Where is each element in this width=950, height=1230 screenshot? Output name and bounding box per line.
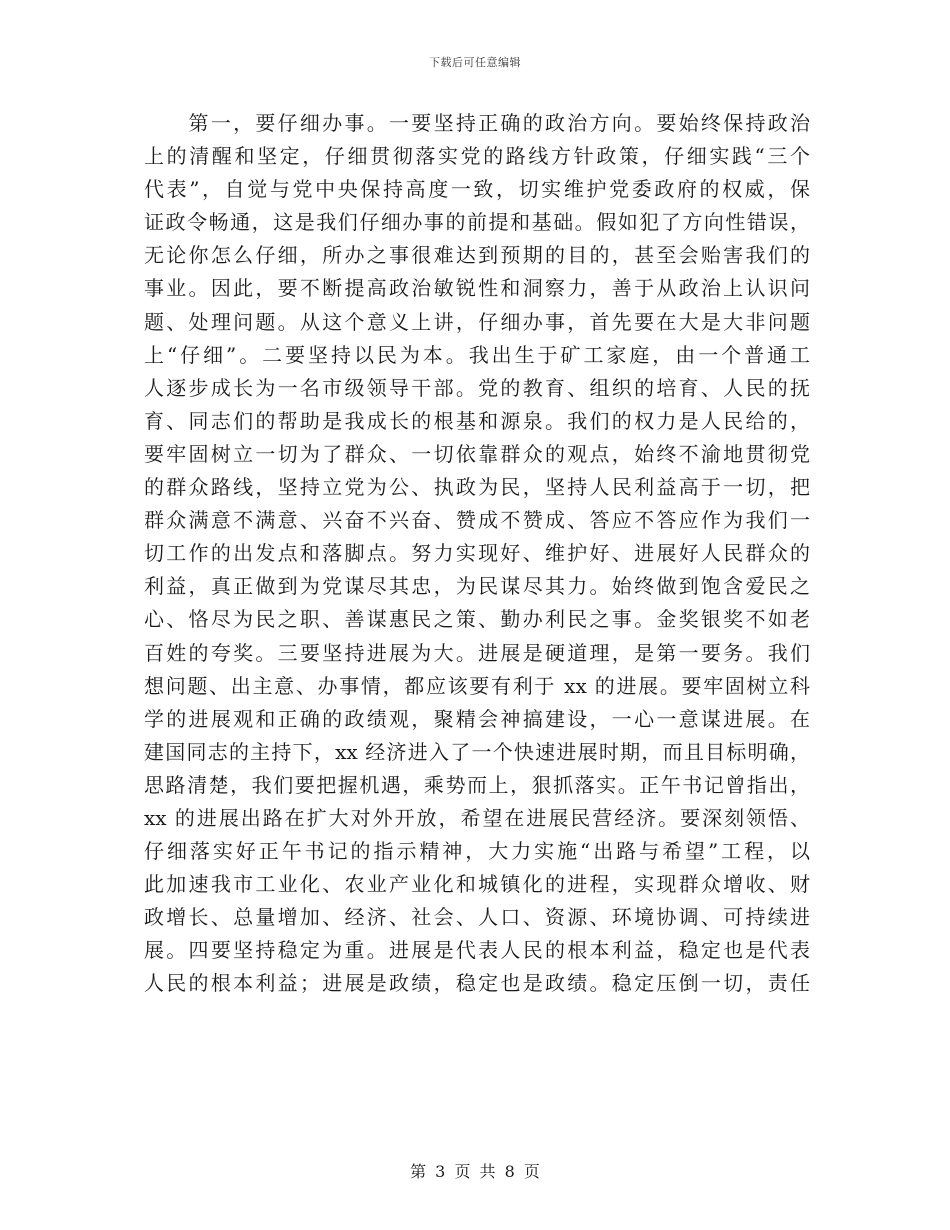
text-line: 此加速我市工业化、农业产业化和城镇化的进程，实现群众增收、财 <box>144 872 810 897</box>
text-line: xx 的进展出路在扩大对外开放，希望在进展民营经济。要深刻领悟、 <box>144 805 810 830</box>
text-line: 展。四要坚持稳定为重。进展是代表人民的根本利益，稳定也是代表 <box>144 938 810 963</box>
text-line: 学的进展观和正确的政绩观，聚精会神搞建设，一心一意谋进展。在 <box>144 706 810 731</box>
text-line: 上的清醒和坚定，仔细贯彻落实党的路线方针政策，仔细实践“三个 <box>144 144 810 169</box>
text-line: 切工作的出发点和落脚点。努力实现好、维护好、进展好人民群众的 <box>144 541 810 566</box>
text-line: 第一，要仔细办事。一要坚持正确的政治方向。要始终保持政治 <box>144 111 810 135</box>
text-line: 题、处理问题。从这个意义上讲，仔细办事，首先要在大是大非问题 <box>144 309 810 334</box>
text-line: 建国同志的主持下，xx 经济进入了一个快速进展时期，而且目标明确， <box>144 739 810 764</box>
page-header-note: 下载后可任意编辑 <box>429 56 521 69</box>
text-line: 人逐步成长为一名市级领导干部。党的教育、组织的培育、人民的抚 <box>144 375 810 400</box>
text-line: 育、同志们的帮助是我成长的根基和源泉。我们的权力是人民给的， <box>144 408 810 433</box>
document-body <box>144 107 810 1001</box>
text-line: 想问题、出主意、办事情，都应该要有利于 xx 的进展。要牢固树立科 <box>144 673 810 698</box>
text-line: 事业。因此，要不断提高政治敏锐性和洞察力，善于从政治上认识问 <box>144 276 810 301</box>
text-line: 的群众路线，坚持立党为公、执政为民，坚持人民利益高于一切，把 <box>144 475 810 500</box>
text-line: 利益，真正做到为党谋尽其忠，为民谋尽其力。始终做到饱含爱民之 <box>144 574 810 599</box>
text-line: 代表”，自觉与党中央保持高度一致，切实维护党委政府的权威，保 <box>144 177 810 202</box>
page-number: 第 3 页 共 8 页 <box>410 1162 540 1181</box>
text-line: 群众满意不满意、兴奋不兴奋、赞成不赞成、答应不答应作为我们一 <box>144 508 810 533</box>
text-line: 上“仔细”。二要坚持以民为本。我出生于矿工家庭，由一个普通工 <box>144 342 810 367</box>
text-line: 政增长、总量增加、经济、社会、人口、资源、环境协调、可持续进 <box>144 905 810 930</box>
text-line: 要牢固树立一切为了群众、一切依靠群众的观点，始终不渝地贯彻党 <box>144 441 810 466</box>
text-line: 证政令畅通，这是我们仔细办事的前提和基础。假如犯了方向性错误， <box>144 210 810 235</box>
text-line: 心、恪尽为民之职、善谋惠民之策、勤办利民之事。金奖银奖不如老 <box>144 607 810 632</box>
text-line: 无论你怎么仔细，所办之事很难达到预期的目的，甚至会贻害我们的 <box>144 243 810 268</box>
text-line: 思路清楚，我们要把握机遇，乘势而上，狠抓落实。正午书记曾指出， <box>144 772 810 797</box>
text-line: 百姓的夸奖。三要坚持进展为大。进展是硬道理，是第一要务。我们 <box>144 640 810 665</box>
text-line: 仔细落实好正午书记的指示精神，大力实施“出路与希望”工程，以 <box>144 839 810 864</box>
text-line: 人民的根本利益；进展是政绩，稳定也是政绩。稳定压倒一切，责任 <box>144 971 810 996</box>
